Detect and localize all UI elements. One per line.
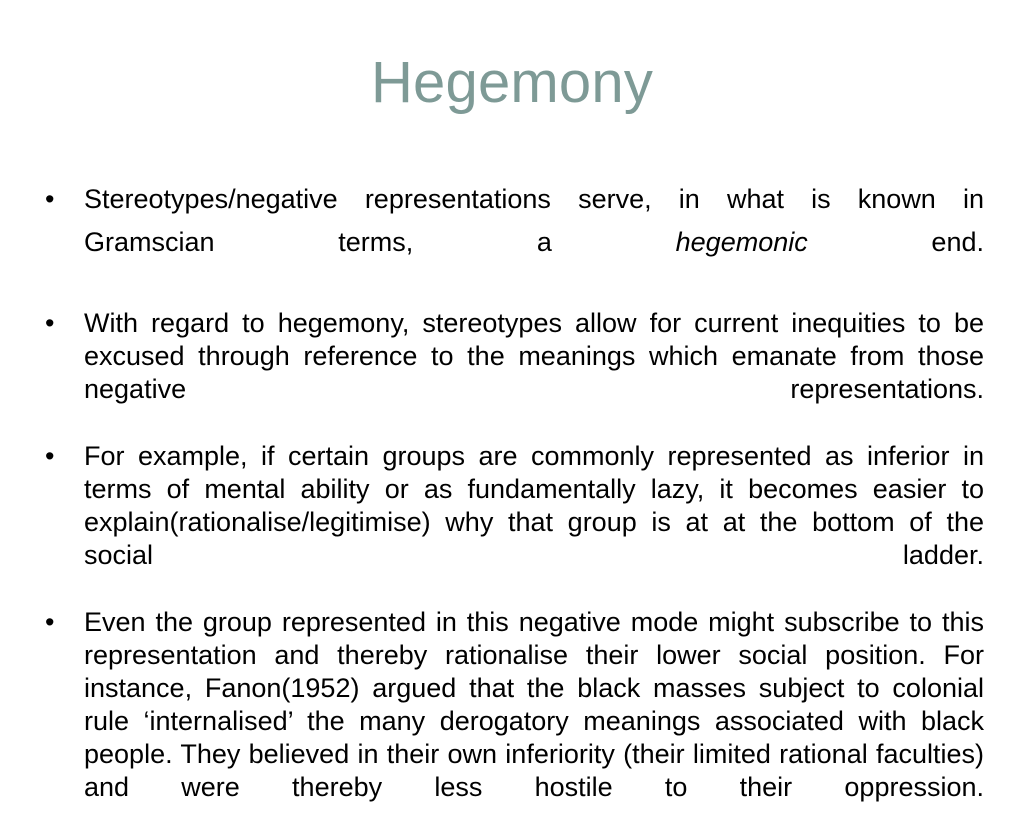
- list-item-text-part-1: Stereotypes/negative representations serve, in what is known in Gramscian terms, a: [84, 184, 984, 257]
- list-item-text-part-2: end.: [807, 227, 984, 257]
- bullet-marker-icon: •: [45, 308, 55, 338]
- list-item-text: With regard to hegemony, stereotypes allow for current inequities to be excused through reference to the meanings which emanate from those negative representations.: [84, 308, 984, 404]
- list-item: [40, 178, 984, 307]
- list-item-text: For example, if certain groups are commonly represented as inferior in terms of mental ability or as fundamentally lazy, it becomes easier to explain(rationalise/legitimise) why that group is at at the bottom of the social ladder.: [84, 441, 984, 570]
- list-item-text: Even the group represented in this negative mode might subscribe to this representation and thereby rationalise their lower social position. For instance, Fanon(1952) argued that the black masses subject to colonial rule ‘internalised’ the many derogatory meanings associated with black people. They believed in their own inferiority (their limited rational faculties) and were thereby less hostile to their oppression.: [84, 607, 984, 802]
- list-item-emphasis: hegemonic: [675, 227, 808, 257]
- bullet-marker-icon: •: [45, 441, 55, 471]
- list-item: [40, 440, 984, 605]
- list-item: [40, 307, 984, 439]
- bullet-list: [40, 178, 984, 837]
- list-item: [40, 606, 984, 837]
- page-title: Hegemony: [370, 50, 654, 115]
- list-item-text: [84, 178, 984, 307]
- bullet-marker-icon: •: [45, 607, 55, 637]
- bullet-marker-icon: •: [45, 184, 55, 214]
